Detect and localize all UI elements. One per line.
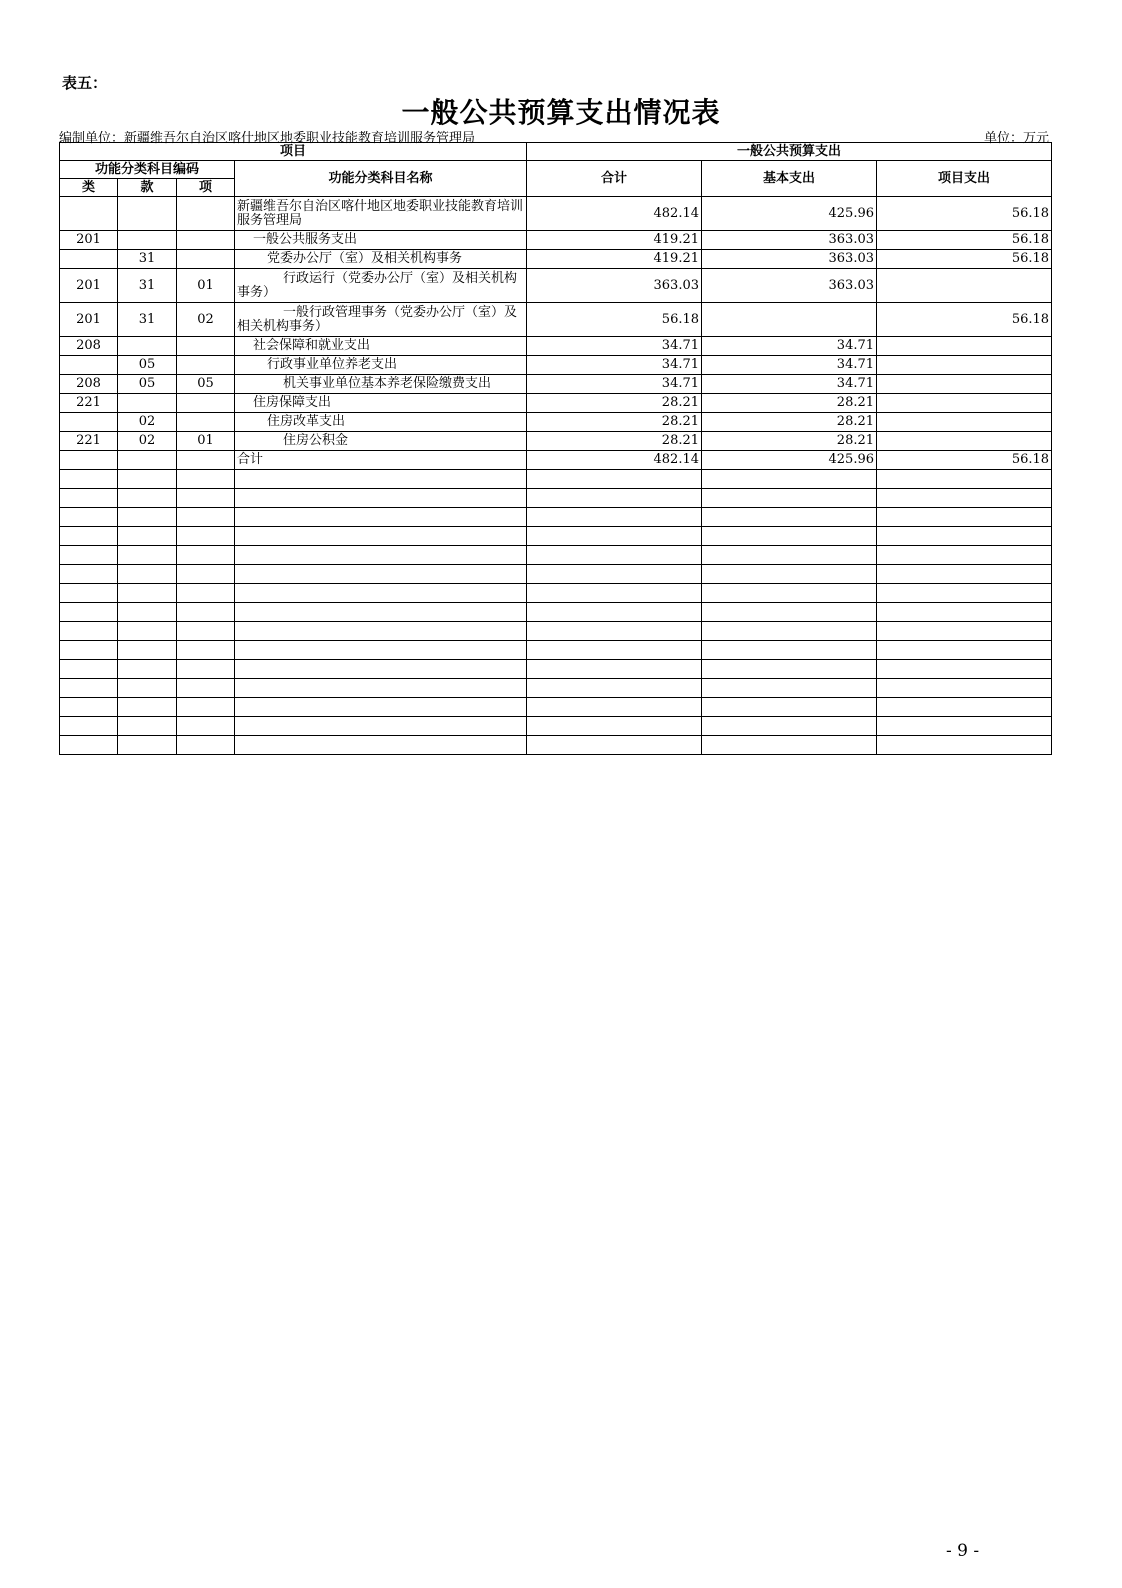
empty-cell	[118, 660, 177, 679]
empty-cell	[60, 622, 118, 641]
cell-project: 56.18	[877, 303, 1052, 337]
empty-cell	[177, 584, 235, 603]
empty-cell	[702, 508, 877, 527]
cell-name: 社会保障和就业支出	[235, 337, 527, 356]
empty-cell	[877, 698, 1052, 717]
cell-basic: 34.71	[702, 356, 877, 375]
empty-cell	[235, 698, 527, 717]
table-row	[60, 451, 1052, 470]
cell-project: 56.18	[877, 451, 1052, 470]
cell-kuan	[118, 231, 177, 250]
empty-cell	[177, 527, 235, 546]
empty-cell	[527, 622, 702, 641]
cell-kuan	[118, 197, 177, 231]
cell-project	[877, 337, 1052, 356]
table-row	[60, 197, 1052, 231]
empty-row	[60, 736, 1052, 755]
header-xiang: 项	[177, 179, 235, 197]
empty-cell	[877, 527, 1052, 546]
cell-name: 一般行政管理事务（党委办公厅（室）及相关机构事务）	[235, 303, 527, 337]
cell-total: 482.14	[527, 451, 702, 470]
empty-cell	[235, 679, 527, 698]
empty-cell	[177, 508, 235, 527]
table-header	[60, 143, 1052, 197]
empty-cell	[177, 470, 235, 489]
cell-lei: 201	[60, 269, 118, 303]
empty-cell	[118, 565, 177, 584]
empty-cell	[177, 546, 235, 565]
empty-cell	[118, 546, 177, 565]
empty-cell	[702, 622, 877, 641]
cell-lei: 208	[60, 375, 118, 394]
empty-cell	[702, 641, 877, 660]
table-label: 表五：	[62, 74, 108, 92]
empty-cell	[177, 679, 235, 698]
empty-cell	[527, 565, 702, 584]
empty-cell	[60, 698, 118, 717]
cell-name: 合计	[235, 451, 527, 470]
empty-cell	[177, 622, 235, 641]
cell-basic	[702, 303, 877, 337]
header-project-expense: 项目支出	[877, 161, 1052, 197]
empty-cell	[235, 527, 527, 546]
cell-total: 419.21	[527, 231, 702, 250]
cell-xiang	[177, 451, 235, 470]
cell-kuan: 02	[118, 432, 177, 451]
empty-cell	[527, 546, 702, 565]
compiling-unit: 编制单位：新疆维吾尔自治区喀什地区地委职业技能教育培训服务管理局	[59, 131, 476, 146]
empty-cell	[118, 717, 177, 736]
cell-kuan: 05	[118, 356, 177, 375]
empty-cell	[877, 546, 1052, 565]
empty-cell	[235, 470, 527, 489]
header-code-group: 功能分类科目编码	[60, 161, 235, 179]
cell-kuan: 31	[118, 269, 177, 303]
empty-cell	[527, 641, 702, 660]
empty-row	[60, 641, 1052, 660]
cell-total: 482.14	[527, 197, 702, 231]
cell-project	[877, 269, 1052, 303]
table-row	[60, 337, 1052, 356]
empty-cell	[527, 736, 702, 755]
empty-cell	[877, 622, 1052, 641]
empty-cell	[235, 508, 527, 527]
empty-cell	[702, 527, 877, 546]
cell-basic: 34.71	[702, 337, 877, 356]
cell-xiang	[177, 231, 235, 250]
cell-xiang: 01	[177, 269, 235, 303]
empty-cell	[118, 508, 177, 527]
cell-basic: 28.21	[702, 432, 877, 451]
empty-row	[60, 470, 1052, 489]
empty-cell	[702, 698, 877, 717]
empty-cell	[118, 527, 177, 546]
cell-basic: 425.96	[702, 197, 877, 231]
cell-total: 28.21	[527, 394, 702, 413]
empty-cell	[235, 717, 527, 736]
cell-kuan: 02	[118, 413, 177, 432]
cell-xiang: 01	[177, 432, 235, 451]
cell-basic: 28.21	[702, 394, 877, 413]
cell-name: 机关事业单位基本养老保险缴费支出	[235, 375, 527, 394]
cell-xiang	[177, 413, 235, 432]
table-row	[60, 413, 1052, 432]
empty-cell	[527, 717, 702, 736]
empty-cell	[177, 717, 235, 736]
empty-row	[60, 584, 1052, 603]
cell-lei	[60, 356, 118, 375]
empty-cell	[60, 717, 118, 736]
empty-cell	[118, 622, 177, 641]
cell-lei: 221	[60, 432, 118, 451]
empty-cell	[118, 584, 177, 603]
empty-row	[60, 660, 1052, 679]
cell-xiang	[177, 197, 235, 231]
cell-project	[877, 375, 1052, 394]
cell-kuan: 05	[118, 375, 177, 394]
cell-kuan	[118, 451, 177, 470]
cell-kuan: 31	[118, 250, 177, 269]
empty-row	[60, 565, 1052, 584]
cell-total: 34.71	[527, 375, 702, 394]
empty-cell	[877, 470, 1052, 489]
cell-project	[877, 432, 1052, 451]
empty-cell	[177, 698, 235, 717]
cell-lei: 208	[60, 337, 118, 356]
empty-cell	[118, 736, 177, 755]
empty-cell	[235, 660, 527, 679]
cell-name: 一般公共服务支出	[235, 231, 527, 250]
cell-name: 党委办公厅（室）及相关机构事务	[235, 250, 527, 269]
empty-cell	[702, 546, 877, 565]
cell-total: 34.71	[527, 356, 702, 375]
cell-total: 56.18	[527, 303, 702, 337]
cell-project	[877, 394, 1052, 413]
empty-cell	[702, 717, 877, 736]
empty-cell	[877, 584, 1052, 603]
cell-name: 行政事业单位养老支出	[235, 356, 527, 375]
header-kuan: 款	[118, 179, 177, 197]
page-number: - 9 -	[946, 1541, 980, 1561]
empty-cell	[702, 660, 877, 679]
cell-kuan	[118, 394, 177, 413]
empty-row	[60, 527, 1052, 546]
cell-basic: 363.03	[702, 269, 877, 303]
empty-cell	[235, 546, 527, 565]
empty-cell	[60, 489, 118, 508]
cell-lei: 201	[60, 303, 118, 337]
cell-name: 住房保障支出	[235, 394, 527, 413]
table-row	[60, 269, 1052, 303]
empty-cell	[702, 584, 877, 603]
cell-name: 新疆维吾尔自治区喀什地区地委职业技能教育培训服务管理局	[235, 197, 527, 231]
empty-cell	[527, 584, 702, 603]
empty-cell	[877, 603, 1052, 622]
header-total: 合计	[527, 161, 702, 197]
empty-cell	[118, 641, 177, 660]
empty-cell	[877, 717, 1052, 736]
cell-kuan: 31	[118, 303, 177, 337]
empty-cell	[177, 603, 235, 622]
cell-project	[877, 413, 1052, 432]
cell-total: 419.21	[527, 250, 702, 269]
cell-kuan	[118, 337, 177, 356]
empty-cell	[877, 641, 1052, 660]
cell-project: 56.18	[877, 250, 1052, 269]
empty-cell	[527, 603, 702, 622]
table-row	[60, 231, 1052, 250]
empty-cell	[877, 736, 1052, 755]
empty-cell	[235, 603, 527, 622]
empty-row	[60, 622, 1052, 641]
empty-cell	[60, 470, 118, 489]
empty-cell	[877, 565, 1052, 584]
table-row	[60, 394, 1052, 413]
cell-basic: 28.21	[702, 413, 877, 432]
table-row	[60, 432, 1052, 451]
cell-project	[877, 356, 1052, 375]
empty-cell	[118, 470, 177, 489]
cell-xiang: 02	[177, 303, 235, 337]
empty-cell	[60, 660, 118, 679]
cell-lei	[60, 197, 118, 231]
header-basic: 基本支出	[702, 161, 877, 197]
empty-cell	[527, 679, 702, 698]
empty-cell	[60, 584, 118, 603]
empty-cell	[235, 565, 527, 584]
empty-cell	[877, 489, 1052, 508]
cell-xiang	[177, 356, 235, 375]
empty-cell	[702, 679, 877, 698]
empty-cell	[527, 508, 702, 527]
empty-cell	[702, 565, 877, 584]
empty-cell	[118, 603, 177, 622]
meta-row	[59, 127, 1051, 146]
cell-lei: 221	[60, 394, 118, 413]
empty-cell	[527, 489, 702, 508]
empty-cell	[177, 641, 235, 660]
empty-cell	[177, 489, 235, 508]
cell-basic: 363.03	[702, 231, 877, 250]
empty-cell	[527, 660, 702, 679]
empty-cell	[118, 489, 177, 508]
cell-basic: 363.03	[702, 250, 877, 269]
empty-cell	[702, 489, 877, 508]
cell-lei	[60, 413, 118, 432]
empty-cell	[118, 679, 177, 698]
empty-row	[60, 546, 1052, 565]
table-row	[60, 356, 1052, 375]
empty-cell	[235, 584, 527, 603]
empty-cell	[527, 470, 702, 489]
cell-xiang: 05	[177, 375, 235, 394]
cell-total: 363.03	[527, 269, 702, 303]
empty-cell	[527, 527, 702, 546]
header-name: 功能分类科目名称	[235, 161, 527, 197]
header-lei: 类	[60, 179, 118, 197]
cell-xiang	[177, 250, 235, 269]
empty-cell	[177, 736, 235, 755]
currency-unit: 单位：万元	[983, 131, 1049, 146]
empty-row	[60, 717, 1052, 736]
table-row	[60, 250, 1052, 269]
empty-cell	[877, 679, 1052, 698]
cell-basic: 34.71	[702, 375, 877, 394]
table-row	[60, 375, 1052, 394]
empty-cell	[118, 698, 177, 717]
empty-cell	[60, 736, 118, 755]
empty-row	[60, 508, 1052, 527]
cell-xiang	[177, 394, 235, 413]
header-budget-group: 一般公共预算支出	[527, 143, 1052, 161]
cell-lei: 201	[60, 231, 118, 250]
empty-cell	[60, 565, 118, 584]
table-row	[60, 303, 1052, 337]
empty-cell	[527, 698, 702, 717]
empty-cell	[235, 622, 527, 641]
empty-cell	[702, 736, 877, 755]
header-project: 项目	[60, 143, 527, 161]
cell-project: 56.18	[877, 231, 1052, 250]
budget-expenditure-table	[59, 142, 1052, 755]
empty-cell	[877, 508, 1052, 527]
empty-row	[60, 679, 1052, 698]
page-title: 一般公共预算支出情况表	[401, 96, 721, 129]
cell-lei	[60, 250, 118, 269]
cell-name: 住房改革支出	[235, 413, 527, 432]
empty-cell	[177, 565, 235, 584]
empty-cell	[60, 546, 118, 565]
cell-total: 28.21	[527, 432, 702, 451]
empty-cell	[60, 603, 118, 622]
cell-total: 28.21	[527, 413, 702, 432]
cell-name: 住房公积金	[235, 432, 527, 451]
empty-cell	[702, 603, 877, 622]
empty-cell	[877, 660, 1052, 679]
empty-cell	[60, 679, 118, 698]
empty-row	[60, 603, 1052, 622]
cell-name: 行政运行（党委办公厅（室）及相关机构事务）	[235, 269, 527, 303]
empty-cell	[60, 641, 118, 660]
cell-project: 56.18	[877, 197, 1052, 231]
empty-cell	[60, 527, 118, 546]
empty-cell	[235, 641, 527, 660]
empty-row	[60, 489, 1052, 508]
cell-xiang	[177, 337, 235, 356]
empty-cell	[177, 660, 235, 679]
cell-total: 34.71	[527, 337, 702, 356]
empty-cell	[235, 736, 527, 755]
cell-lei	[60, 451, 118, 470]
table-body	[60, 197, 1052, 755]
empty-cell	[702, 470, 877, 489]
empty-cell	[60, 508, 118, 527]
cell-basic: 425.96	[702, 451, 877, 470]
empty-row	[60, 698, 1052, 717]
empty-cell	[235, 489, 527, 508]
